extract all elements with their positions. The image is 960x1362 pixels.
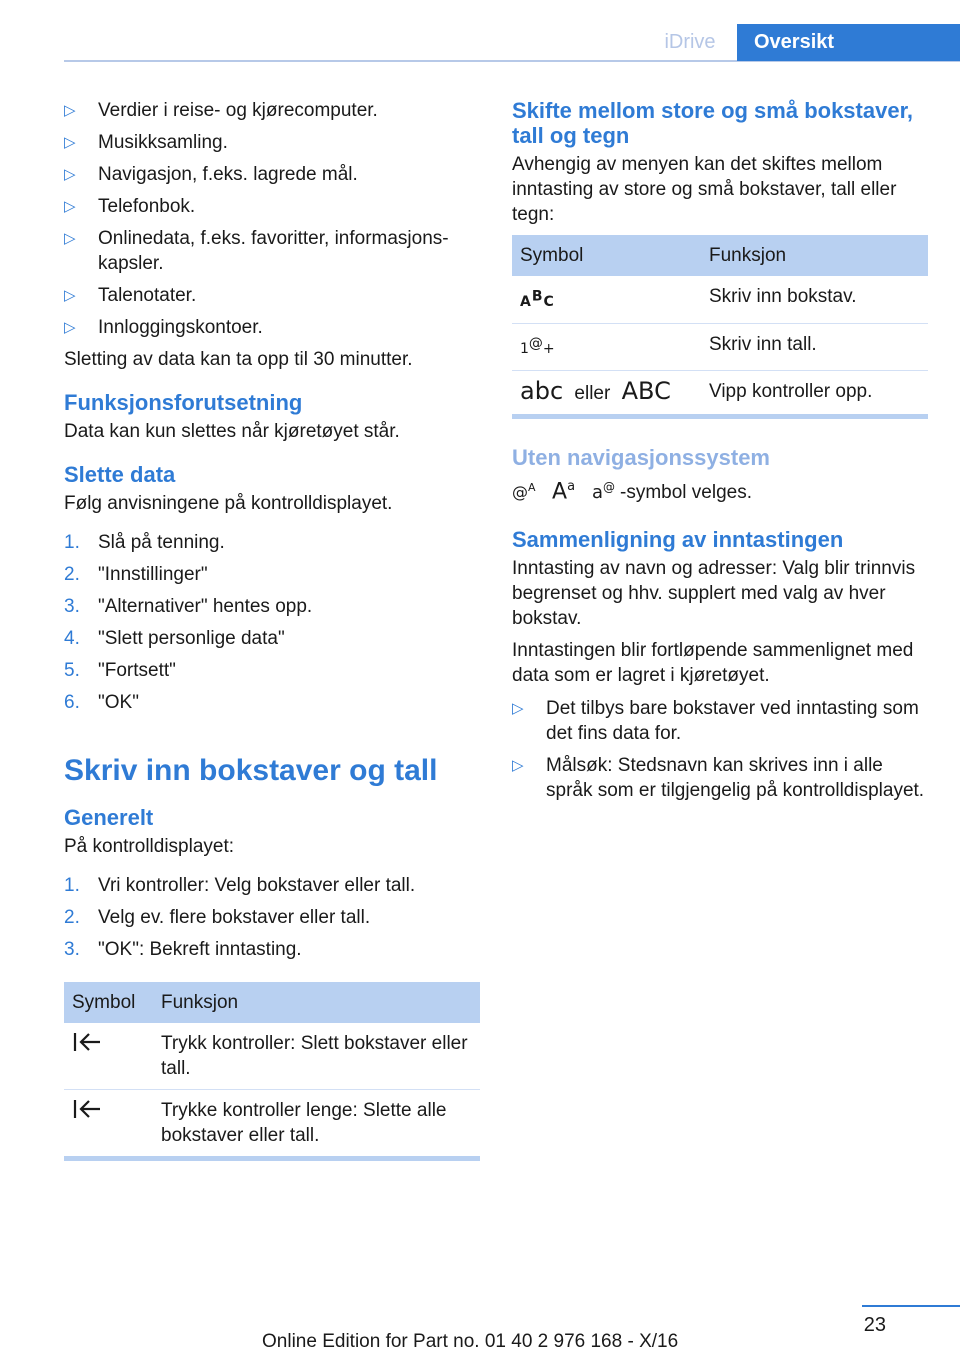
table-cell-symbol — [512, 371, 701, 415]
switch-intro: Avhengig av menyen kan det skiftes mellom inntasting av store og små bokstaver, tall eller tegn: — [512, 154, 897, 225]
switch-heading: Skifte mellom store og små bokstaver, tall og tegn — [512, 98, 914, 148]
table-header-row — [512, 235, 928, 276]
list-item: ▷ Onlinedata, f.eks. favoritter, informasjonskapsler. — [64, 228, 449, 274]
list-item: 5. "Fortsett" — [64, 660, 176, 681]
table-cell-function: Skriv inn tall. — [701, 323, 928, 371]
list-item: 4. "Slett personlige data" — [64, 628, 285, 649]
page-number: 23 — [863, 1314, 886, 1336]
table-row — [64, 1090, 480, 1157]
list-item: 1. Slå på tenning. — [64, 532, 225, 553]
case-symbol-table — [512, 235, 928, 414]
triangle-bullet-icon: ▷ — [64, 102, 76, 119]
list-item: 2. Velg ev. flere bokstaver eller tall. — [64, 907, 371, 928]
triangle-bullet-icon: ▷ — [512, 756, 524, 774]
triangle-bullet-icon: ▷ — [64, 198, 76, 215]
footer-rule — [862, 1305, 960, 1307]
main-heading: Skriv inn bokstaver og tall — [64, 754, 438, 787]
triangle-bullet-icon: ▷ — [64, 287, 76, 304]
tab-oversikt[interactable]: Oversikt — [737, 24, 960, 61]
edition-line: Online Edition for Part no. 01 40 2 976 168 - X/16 — [262, 1331, 679, 1352]
triangle-bullet-icon: ▷ — [64, 166, 76, 183]
delete-back-icon — [72, 1098, 102, 1120]
table-cell-symbol — [64, 1090, 153, 1157]
compare-paragraph: Inntasting av navn og adresser: Valg blir trinnvis begrenset og hhv. supplert med valg av hver bokstav. — [512, 557, 916, 629]
triangle-bullet-icon: ▷ — [64, 134, 76, 151]
table-row — [512, 276, 928, 323]
delete-intro: Følg anvisningene på kontrolldisplayet. — [64, 493, 393, 514]
table-cell-function: Vipp kontroller opp. — [709, 381, 873, 403]
uppercase-letters-icon: $A^BC$ — [520, 288, 555, 310]
list-item: ▷ Navigasjon, f.eks. lagrede mål. — [64, 164, 358, 185]
table-header: Funksjon — [153, 982, 480, 1023]
tab-idrive[interactable]: iDrive — [664, 31, 716, 53]
deletion-note: Sletting av data kan ta opp til 30 minutter. — [64, 349, 413, 370]
uppercase-abc-icon: ABC — [621, 377, 671, 406]
list-item: 2. "Innstillinger" — [64, 564, 208, 585]
table-bottom-rule — [512, 414, 928, 419]
delete-steps-list — [64, 530, 480, 715]
table-cell-function: Trykk kontroller: Slett bokstaver eller tall. — [153, 1023, 480, 1090]
triangle-bullet-icon: ▷ — [64, 319, 76, 336]
delete-back-icon — [72, 1031, 102, 1053]
list-item: 1. Vri kontroller: Velg bokstaver eller tall. — [64, 875, 416, 896]
table-row — [64, 1023, 480, 1090]
data-bullet-list — [64, 98, 480, 340]
lowercase-abc-icon: abc — [520, 377, 564, 406]
list-item: 3. "OK": Bekreft inntasting. — [64, 939, 302, 960]
table-header: Symbol — [512, 235, 701, 276]
numbers-icon: 1@+ — [520, 335, 555, 358]
list-item: 3. "Alternativer" hentes opp. — [64, 596, 313, 617]
table-cell-function: Trykke kontroller lenge: Slette alle bokstaver eller tall. — [161, 1100, 447, 1146]
table-header: Symbol — [64, 982, 153, 1023]
table-row — [512, 371, 928, 415]
prereq-text: Data kan kun slettes når kjøretøyet står. — [64, 421, 400, 442]
compare-paragraph: Inntastingen blir fortløpende sammenlignet med data som er lagret i kjøretøyet. — [512, 639, 914, 686]
right-column — [512, 98, 928, 810]
triangle-bullet-icon: ▷ — [512, 699, 524, 717]
table-bottom-rule — [64, 1156, 480, 1161]
table-row — [512, 323, 928, 371]
at-letter-icon: @$^A$ — [512, 481, 536, 502]
table-cell-symbol — [512, 276, 701, 323]
table-cell-function: Skriv inn bokstav. — [701, 276, 928, 323]
general-heading: Generelt — [64, 805, 154, 830]
nonav-heading: Uten navigasjonssystem — [512, 445, 770, 471]
list-item: ▷ Målsøk: Stedsnavn kan skrives inn i alle språk som er tilgjengelig på kontrolldisplayet. — [512, 754, 925, 801]
prereq-heading: Funksjonsforutsetning — [64, 390, 303, 415]
list-item: ▷ Musikksamling. — [64, 132, 228, 153]
list-item: ▷ Det tilbys bare bokstaver ved inntasting som det fins data for. — [512, 697, 919, 744]
nonav-symbol-row — [512, 474, 928, 504]
table-header-row — [64, 982, 480, 1023]
triangle-bullet-icon: ▷ — [64, 230, 76, 247]
delete-heading: Slette data — [64, 462, 176, 487]
or-label: eller — [574, 383, 611, 405]
compare-heading: Sammenligning av inntastingen — [512, 526, 844, 552]
delete-symbol-table — [64, 982, 480, 1156]
list-item: ▷ Innloggingskontoer. — [64, 317, 263, 338]
letter-case-icon: $A^a$ — [552, 479, 576, 505]
list-item: ▷ Verdier i reise- og kjørecomputer. — [64, 100, 378, 121]
nonav-text: -symbol velges. — [620, 481, 752, 503]
list-item: ▷ Talenotater. — [64, 285, 197, 306]
general-intro: På kontrolldisplayet: — [64, 836, 235, 857]
table-cell-symbol — [64, 1023, 153, 1090]
compare-bullet-list — [512, 696, 928, 803]
general-steps-list — [64, 873, 480, 962]
list-item: 6. "OK" — [64, 692, 139, 713]
table-cell-symbol — [512, 323, 701, 371]
left-column — [64, 98, 480, 1161]
table-header: Funksjon — [701, 235, 928, 276]
list-item: ▷ Telefonbok. — [64, 196, 196, 217]
letter-at-icon: a@ — [592, 479, 616, 503]
